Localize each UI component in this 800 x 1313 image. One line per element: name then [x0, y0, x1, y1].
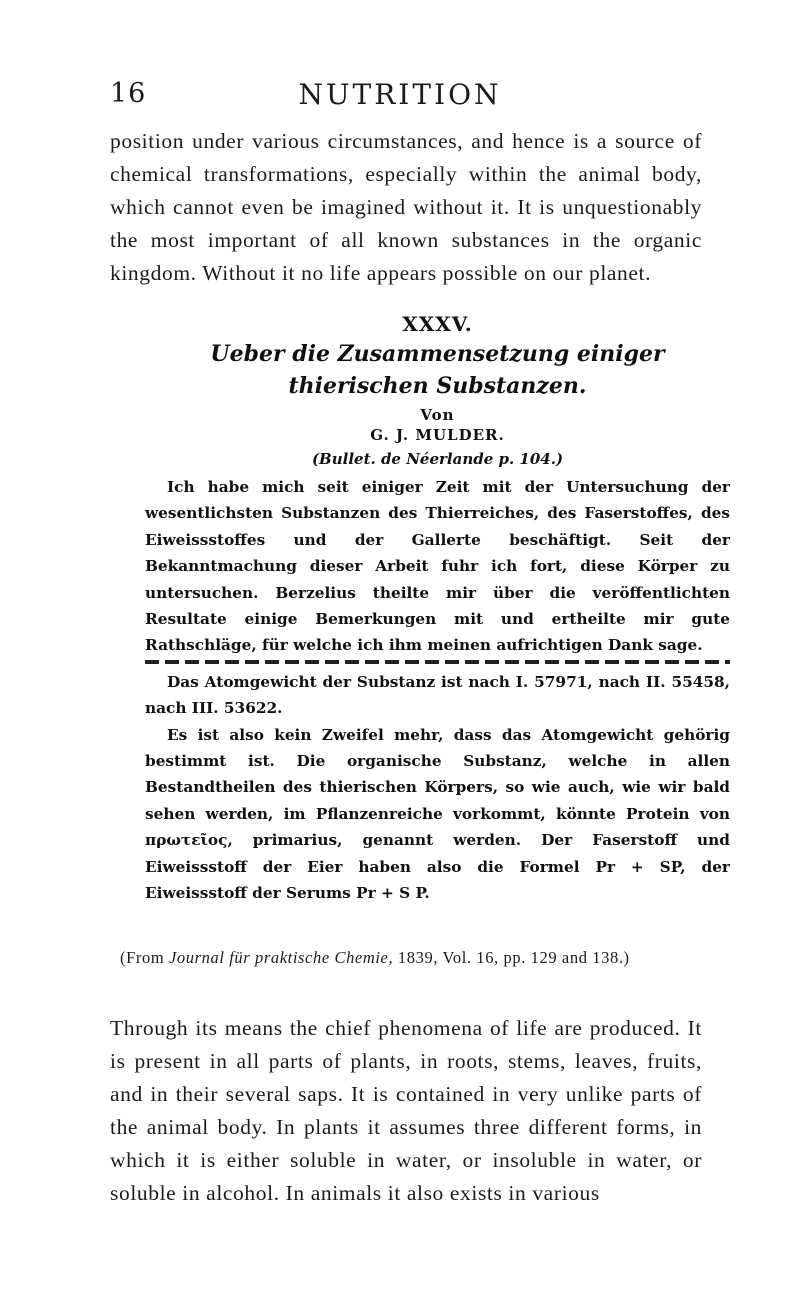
excerpt-byline: Von [420, 406, 455, 424]
excerpt-title: Ueber die Zusammensetzung einiger thierischen Substanzen. [210, 341, 665, 399]
excerpt-source: (Bullet. de Néerlande p. 104.) [311, 450, 564, 468]
citation-journal: Journal für praktische Chemie, [168, 948, 394, 967]
page-header [0, 78, 800, 118]
body-paragraph: Through its means the chief phenomena of life are produced. It is present in all parts of plants, in roots, stems, leaves, fruits, and in their several saps. It is contained in very unlike parts of the animal body. In plants it assumes three different forms, in which it is either soluble in water, or insoluble in water, or soluble in alcohol. In animals it also exists in various [110, 1016, 702, 1205]
body-paragraph: position under various circumstances, and hence is a source of chemical transformations, especially within the animal body, which cannot even be imagined without it. It is unquestionably the most important of all known substances in the organic kingdom. Without it no life appears possible on our planet. [110, 129, 702, 285]
dashed-divider [145, 660, 730, 664]
excerpt-paragraph: Das Atomgewicht der Substanz ist nach I. 57971, nach II. 55458, nach III. 53622. [145, 672, 730, 718]
page-number: 16 [110, 78, 147, 109]
citation-prefix: (From [120, 948, 169, 967]
section-number: XXXV. [402, 312, 473, 336]
source-citation [110, 948, 740, 968]
excerpt-author: G. J. MULDER. [370, 426, 505, 444]
excerpt-paragraph: Es ist also kein Zweifel mehr, dass das Atomgewicht gehörig bestimmt ist. Die organische Substanz, welche in allen Bestandtheilen des thierischen Körpers, so wie auch, wie wir bald sehen werden, im Pflanzenreiche vorkommt, könnte Protein von πρωτεῖος, primarius, genannt werden. Der Faserstoff und Eiweissstoff der Eier haben also die Formel Pr + SP, der Eiweissstoff der Serums Pr + S P. [145, 725, 730, 903]
excerpt-paragraph: Ich habe mich seit einiger Zeit mit der Untersuchung der wesentlichsten Substanzen des Thierreiches, des Faserstoffes, des Eiweissstoffes und der Gallerte beschäftigt. Seit der Bekanntmachung dieser Arbeit fuhr ich fort, diese Körper zu untersuchen. Berzelius theilte mir über die veröffentlichten Resultate einige Bemerkungen mit und ertheilte mir gute Rathschläge, für welche ich ihm meinen aufrichtigen Dank sage. [145, 478, 730, 655]
facsimile-excerpt [145, 312, 730, 907]
citation-details: 1839, Vol. 16, pp. 129 and 138.) [393, 948, 630, 967]
running-head: NUTRITION [298, 78, 502, 111]
